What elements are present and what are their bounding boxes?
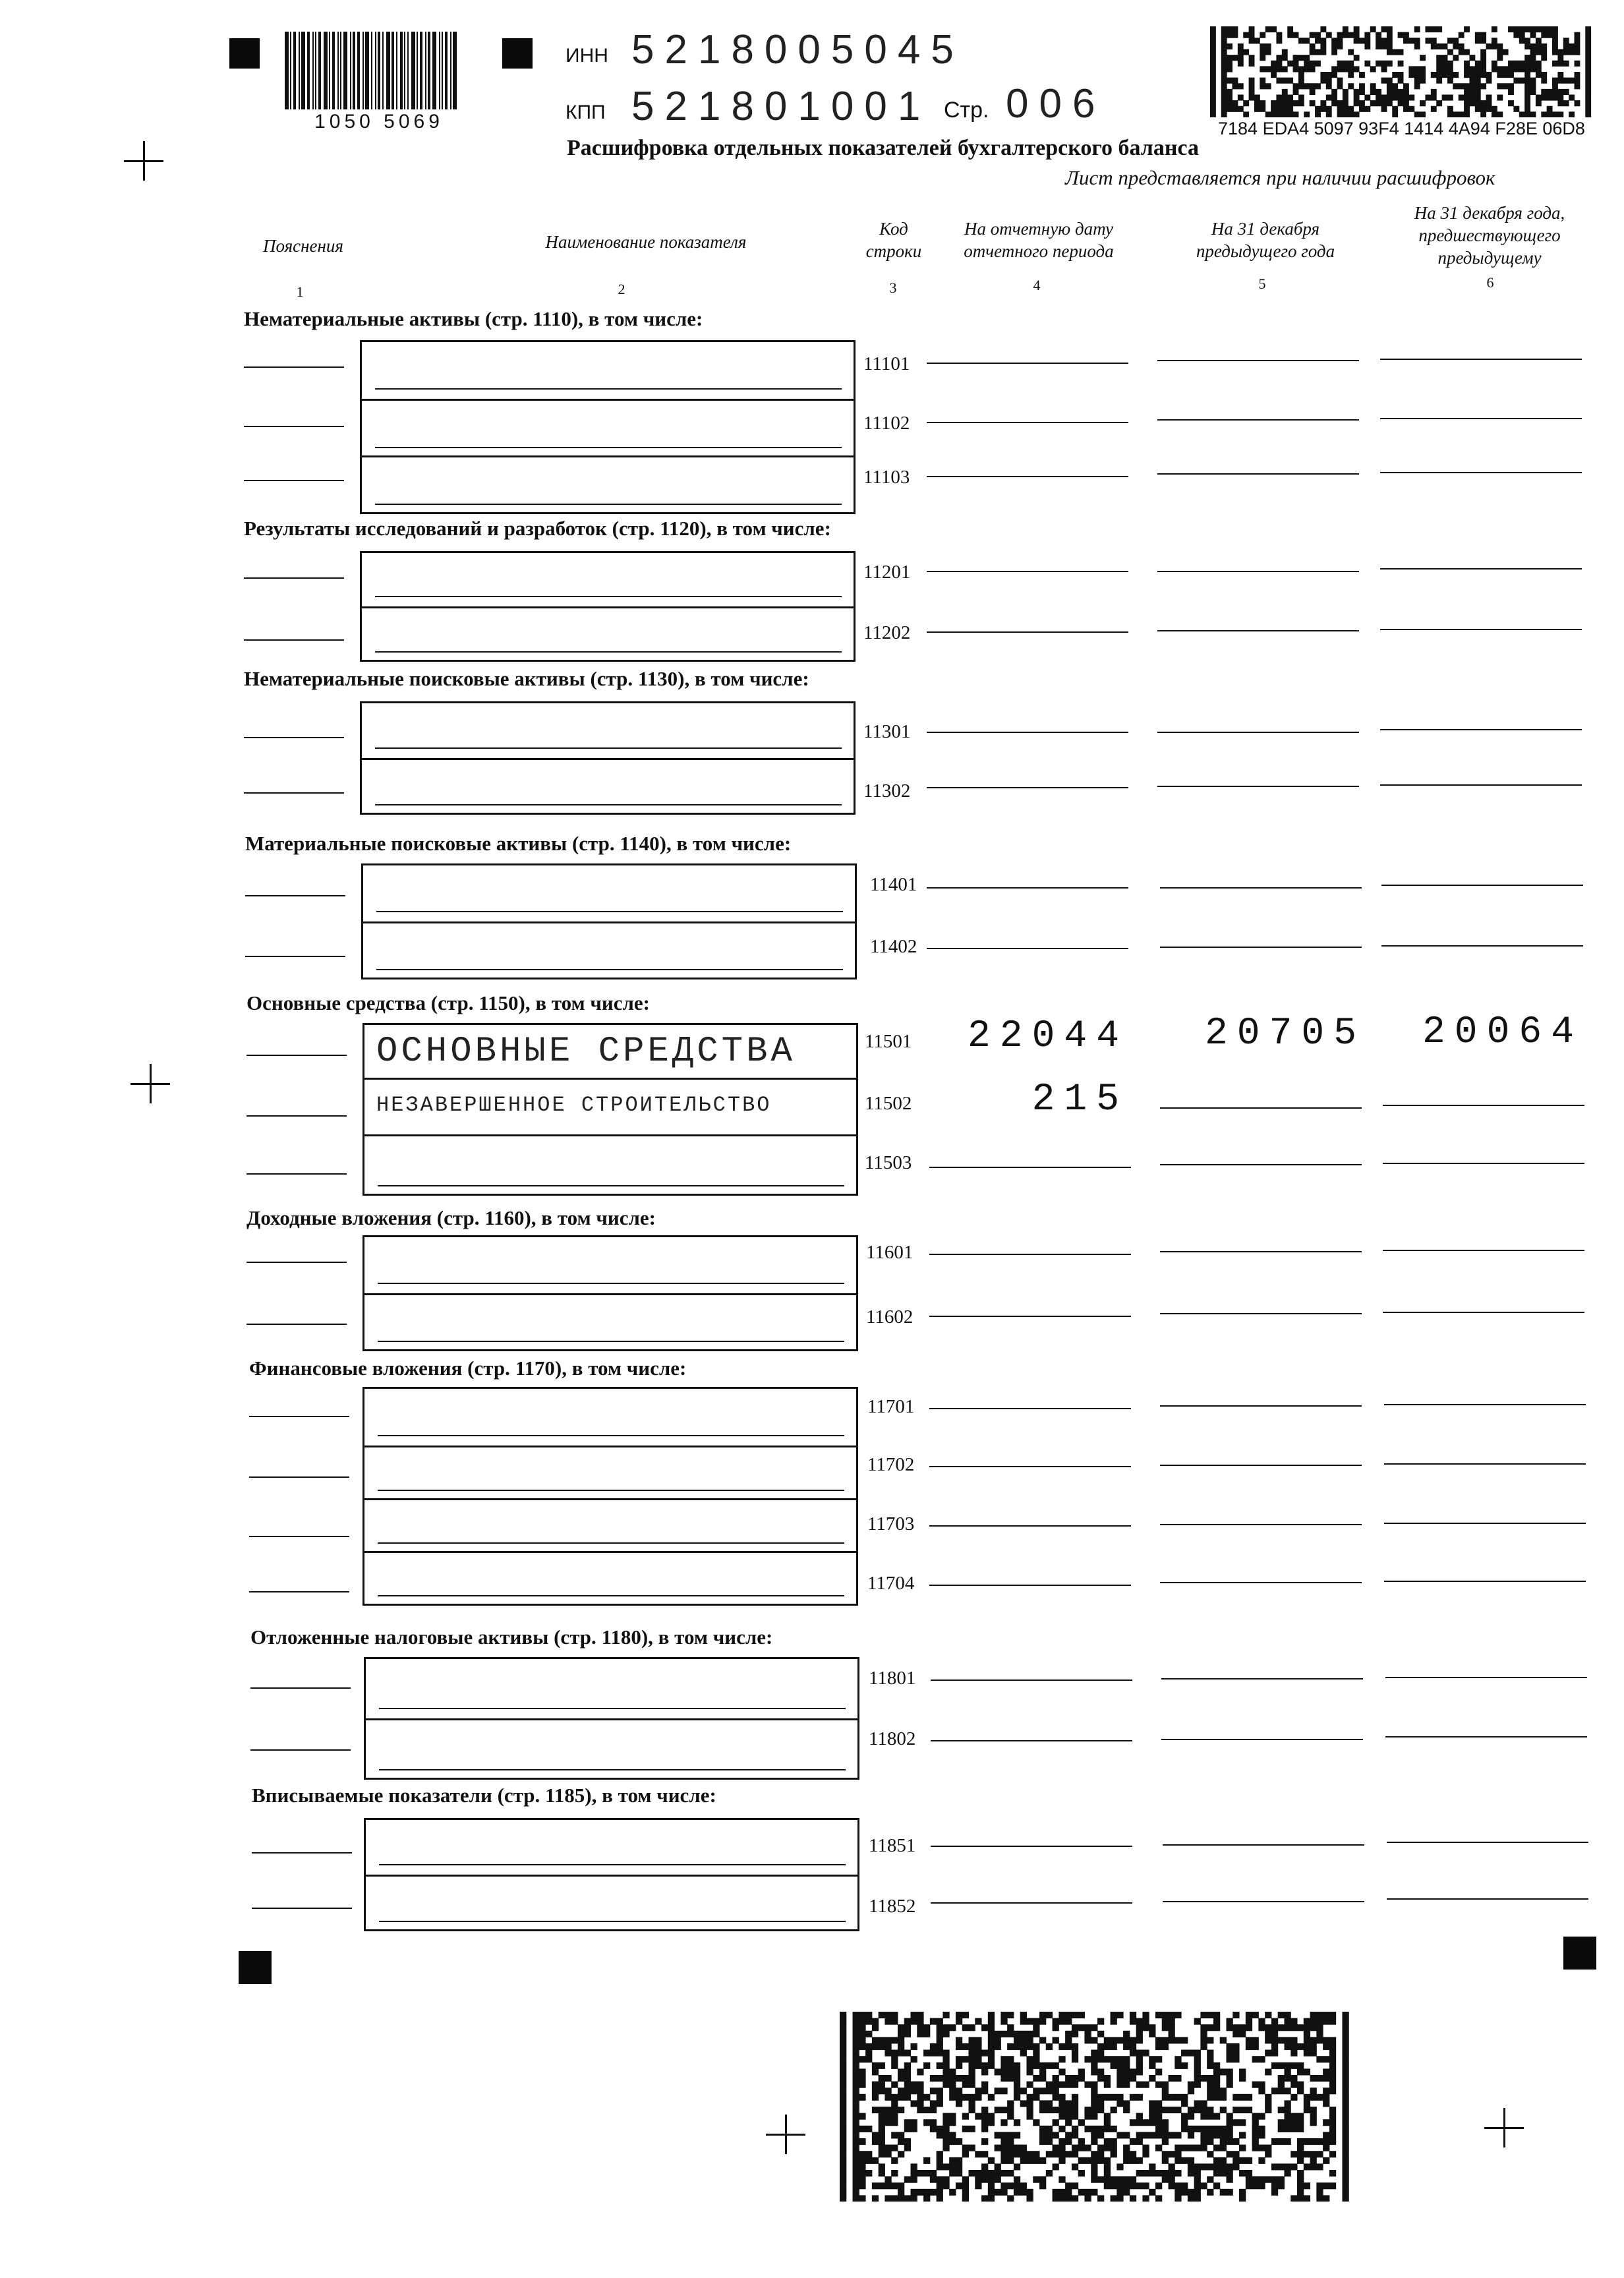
registration-cross-bottom-center — [766, 2115, 805, 2154]
row-code: 11602 — [866, 1306, 914, 1328]
value-line-col6[interactable] — [1380, 568, 1582, 570]
indicator-row — [363, 921, 855, 979]
value-11502-col4[interactable]: 215 — [1031, 1078, 1128, 1121]
value-line-col5[interactable] — [1157, 419, 1359, 421]
page-note: Лист представляется при наличии расшифровок — [1065, 166, 1495, 189]
explanation-line[interactable] — [250, 1687, 351, 1689]
col-header-4: На отчетную дату отчетного периода — [964, 219, 1114, 261]
indicator-row — [364, 1134, 856, 1196]
explanation-line[interactable] — [244, 737, 344, 738]
section-title-deferred-tax-assets: Отложенные налоговые активы (стр. 1180), в том числе: — [250, 1625, 773, 1649]
indicator-row — [366, 1875, 857, 1931]
indicator-row — [366, 1820, 857, 1875]
indicator-row — [364, 1389, 856, 1446]
row-code: 11401 — [870, 874, 917, 895]
barcode-bar — [371, 32, 372, 109]
value-line-col6[interactable] — [1385, 1677, 1587, 1678]
barcode-bar — [290, 32, 291, 109]
marker-square-top-center — [502, 38, 533, 69]
indicator-name[interactable]: НЕЗАВЕРШЕННОЕ СТРОИТЕЛЬСТВО — [376, 1093, 772, 1117]
value-line-col4[interactable] — [927, 422, 1128, 423]
value-line-col6[interactable] — [1380, 729, 1582, 730]
value-line-col4[interactable] — [931, 1902, 1132, 1904]
row-code: 11503 — [865, 1152, 912, 1173]
barcode-bar — [453, 32, 457, 109]
indicator-name-line[interactable] — [379, 1864, 846, 1865]
matrix-pattern — [1210, 26, 1596, 117]
indicator-box-tangible-exploration-assets — [361, 863, 857, 979]
registration-cross-left-top — [124, 141, 163, 181]
value-line-col5[interactable] — [1163, 1844, 1364, 1846]
value-line-col4[interactable] — [927, 476, 1128, 477]
row-code: 11301 — [863, 721, 911, 742]
indicator-name-line[interactable] — [378, 1490, 844, 1491]
value-line-col4[interactable] — [931, 1740, 1132, 1741]
value-line-col6[interactable] — [1380, 472, 1582, 473]
value-line-col6[interactable] — [1380, 359, 1582, 360]
value-line-col5[interactable] — [1160, 1524, 1362, 1525]
row-code: 11601 — [866, 1242, 914, 1263]
row-code: 11202 — [863, 622, 911, 643]
col-number-6: 6 — [1486, 274, 1494, 291]
col-number-3: 3 — [889, 279, 897, 296]
barcode-bar — [411, 32, 415, 109]
barcode-bar — [396, 32, 397, 109]
col-number-1: 1 — [296, 283, 304, 300]
indicator-row — [364, 1293, 856, 1351]
page-label: Стр. — [944, 98, 989, 123]
indicator-row — [364, 1237, 856, 1293]
value-line-col6[interactable] — [1383, 1105, 1584, 1106]
col-number-4: 4 — [1033, 277, 1041, 293]
value-line-col6[interactable] — [1384, 1404, 1586, 1405]
barcode-bar — [337, 32, 339, 109]
indicator-box-income-investments — [362, 1235, 858, 1351]
inn-label: ИНН — [566, 45, 608, 67]
col-header-1: Пояснения — [262, 236, 343, 256]
section-title-research-results: Результаты исследований и разработок (стр. 1120), в том числе: — [244, 517, 831, 540]
value-line-col4[interactable] — [929, 1466, 1131, 1467]
row-code: 11402 — [870, 936, 917, 957]
indicator-name-line[interactable] — [375, 447, 842, 448]
indicator-row — [362, 455, 854, 514]
explanation-line[interactable] — [246, 1173, 347, 1175]
value-line-col6[interactable] — [1383, 1163, 1584, 1164]
explanation-line[interactable] — [244, 577, 344, 579]
value-line-col4[interactable] — [927, 948, 1128, 949]
barcode-bar — [362, 32, 364, 109]
value-line-col6[interactable] — [1387, 1842, 1588, 1843]
value-line-col5[interactable] — [1157, 732, 1359, 733]
indicator-name[interactable]: ОСНОВНЫЕ СРЕДСТВА — [376, 1032, 796, 1072]
indicator-box-intangible-assets — [360, 340, 856, 514]
row-code: 11103 — [863, 467, 910, 488]
barcode-bar — [428, 32, 430, 109]
value-line-col5[interactable] — [1160, 1313, 1362, 1314]
barcode-bar — [445, 32, 448, 109]
indicator-row — [366, 1659, 857, 1718]
row-code: 11852 — [869, 1896, 916, 1917]
linear-barcode-top-left — [285, 32, 464, 109]
barcode-bar — [307, 32, 310, 109]
barcode-bar — [407, 32, 409, 109]
section-title-tangible-exploration-assets: Материальные поисковые активы (стр. 1140), в том числе: — [245, 832, 792, 855]
value-line-col4[interactable] — [931, 1846, 1132, 1847]
barcode-bar — [400, 32, 403, 109]
indicator-name-line[interactable] — [379, 1769, 846, 1770]
value-line-col5[interactable] — [1160, 887, 1362, 889]
explanation-line[interactable] — [249, 1536, 349, 1537]
indicator-row — [362, 606, 854, 662]
indicator-name-line[interactable] — [375, 747, 842, 749]
value-line-col5[interactable] — [1157, 630, 1359, 631]
matrix-barcode-bottom — [840, 2012, 1355, 2202]
barcode-bar — [324, 32, 328, 109]
value-line-col6[interactable] — [1380, 629, 1582, 630]
value-line-col4[interactable] — [927, 732, 1128, 733]
value-line-col5[interactable] — [1160, 1582, 1362, 1583]
col-header-3: Код строки — [865, 219, 922, 261]
indicator-name-line[interactable] — [378, 1542, 844, 1544]
indicator-row — [362, 342, 854, 399]
indicator-name-line[interactable] — [376, 911, 843, 912]
barcode-bar — [353, 32, 355, 109]
matrix-barcode-top-right — [1210, 26, 1596, 117]
value-line-col5[interactable] — [1160, 1164, 1362, 1165]
explanation-line[interactable] — [249, 1416, 349, 1417]
registration-cross-bottom-right — [1484, 2108, 1524, 2147]
document-hash: 7184 EDA4 5097 93F4 1414 4A94 F28E 06D8 — [1218, 119, 1585, 138]
indicator-name-line[interactable] — [378, 1185, 844, 1186]
kpp-value: 521801001 — [631, 84, 931, 129]
indicator-row — [362, 758, 854, 815]
explanation-line[interactable] — [246, 1055, 347, 1056]
value-line-col4[interactable] — [927, 787, 1128, 788]
explanation-line[interactable] — [252, 1852, 352, 1854]
value-line-col4[interactable] — [927, 887, 1128, 889]
value-line-col5[interactable] — [1160, 947, 1362, 948]
explanation-line[interactable] — [252, 1908, 352, 1909]
value-line-col4[interactable] — [927, 571, 1128, 572]
explanation-line[interactable] — [246, 1115, 347, 1117]
explanation-line[interactable] — [245, 895, 345, 896]
barcode-bar — [343, 32, 347, 109]
matrix-pattern — [840, 2012, 1355, 2202]
page-value: 006 — [1006, 81, 1106, 127]
barcode-bar — [315, 32, 316, 109]
barcode-bar — [299, 32, 300, 109]
value-line-col4[interactable] — [929, 1585, 1131, 1586]
explanation-line[interactable] — [244, 792, 344, 794]
value-line-col6[interactable] — [1383, 1312, 1584, 1313]
barcode-bar — [417, 32, 418, 109]
indicator-row — [362, 399, 854, 457]
explanation-line[interactable] — [244, 639, 344, 641]
value-line-col6[interactable] — [1381, 945, 1583, 947]
indicator-name-line[interactable] — [375, 504, 842, 505]
indicator-name-line[interactable] — [375, 596, 842, 597]
value-line-col6[interactable] — [1387, 1898, 1588, 1900]
value-line-col4[interactable] — [927, 363, 1128, 364]
explanation-line[interactable] — [249, 1476, 349, 1478]
row-code: 11501 — [865, 1031, 912, 1052]
barcode-bar — [442, 32, 443, 109]
barcode-bar — [301, 32, 305, 109]
section-title-insertable-indicators: Вписываемые показатели (стр. 1185), в том числе: — [252, 1784, 716, 1807]
section-title-fixed-assets: Основные средства (стр. 1150), в том числе: — [246, 991, 650, 1014]
explanation-line[interactable] — [249, 1591, 349, 1592]
value-line-col4[interactable] — [931, 1679, 1132, 1681]
value-line-col4[interactable] — [929, 1525, 1131, 1527]
indicator-box-intangible-exploration-assets — [360, 701, 856, 815]
indicator-row — [362, 553, 854, 606]
value-line-col5[interactable] — [1161, 1739, 1363, 1740]
barcode-bar — [329, 32, 330, 109]
value-line-col6[interactable] — [1383, 1250, 1584, 1251]
value-line-col6[interactable] — [1384, 1581, 1586, 1582]
indicator-row — [364, 1498, 856, 1553]
indicator-name-line[interactable] — [378, 1283, 844, 1284]
value-line-col4[interactable] — [929, 1316, 1131, 1317]
barcode-bar — [340, 32, 341, 109]
explanation-line[interactable] — [246, 1324, 347, 1325]
value-11501-col5[interactable]: 20705 — [1204, 1012, 1366, 1055]
value-line-col4[interactable] — [927, 631, 1128, 633]
kpp-label: КПП — [566, 102, 606, 123]
value-line-col5[interactable] — [1157, 360, 1359, 361]
indicator-row — [364, 1078, 856, 1136]
indicator-name-line[interactable] — [375, 804, 842, 805]
value-line-col6[interactable] — [1385, 1736, 1587, 1738]
barcode-bar — [432, 32, 436, 109]
value-line-col5[interactable] — [1160, 1405, 1362, 1407]
barcode-bar — [365, 32, 369, 109]
barcode-bar — [439, 32, 440, 109]
section-title-intangible-assets: Нематериальные активы (стр. 1110), в том числе: — [244, 307, 703, 330]
row-code: 11101 — [863, 353, 910, 374]
value-line-col5[interactable] — [1160, 1251, 1362, 1252]
marker-square-bottom-right — [1563, 1937, 1596, 1970]
indicator-name-line[interactable] — [378, 1435, 844, 1436]
col-header-5: На 31 декабря предыдущего года — [1196, 219, 1335, 261]
indicator-row — [364, 1551, 856, 1606]
barcode-number: 1050 5069 — [314, 111, 444, 132]
value-line-col5[interactable] — [1157, 473, 1359, 475]
value-line-col4[interactable] — [929, 1408, 1131, 1409]
registration-cross-left-middle — [130, 1064, 170, 1103]
value-line-col6[interactable] — [1380, 418, 1582, 419]
marker-square-bottom-left — [239, 1951, 272, 1984]
value-line-col5[interactable] — [1157, 571, 1359, 572]
row-code: 11703 — [867, 1513, 915, 1534]
barcode-bar — [386, 32, 390, 109]
row-code: 11851 — [869, 1835, 916, 1856]
row-code: 11201 — [863, 562, 911, 583]
indicator-box-fixed-assets — [362, 1023, 858, 1196]
value-line-col6[interactable] — [1380, 784, 1582, 786]
row-code: 11704 — [867, 1573, 915, 1594]
section-title-income-investments: Доходные вложения (стр. 1160), в том числе: — [246, 1206, 656, 1229]
barcode-bar — [357, 32, 360, 109]
barcode-bar — [293, 32, 296, 109]
inn-value: 5218005045 — [631, 27, 964, 73]
value-line-col4[interactable] — [929, 1254, 1131, 1255]
value-line-col5[interactable] — [1161, 1678, 1363, 1679]
row-code: 11802 — [869, 1728, 916, 1749]
row-code: 11702 — [867, 1454, 915, 1475]
indicator-box-financial-investments — [362, 1387, 858, 1606]
row-code: 11102 — [863, 413, 910, 434]
explanation-line[interactable] — [246, 1262, 347, 1263]
col-number-2: 2 — [618, 281, 625, 297]
indicator-row — [364, 1446, 856, 1500]
col-header-6: На 31 декабря года, предшествующего предыдущему — [1414, 203, 1565, 268]
row-code: 11701 — [867, 1396, 915, 1417]
barcode-bar — [450, 32, 451, 109]
value-11501-col4[interactable]: 22044 — [967, 1015, 1128, 1058]
barcode-bar — [332, 32, 335, 109]
value-line-col5[interactable] — [1160, 1107, 1362, 1109]
barcode-bar — [375, 32, 376, 109]
col-number-5: 5 — [1258, 276, 1266, 292]
row-code: 11502 — [865, 1093, 912, 1114]
indicator-row — [364, 1025, 856, 1078]
barcode-bar — [420, 32, 422, 109]
col-header-2: Наименование показателя — [545, 232, 747, 252]
section-title-financial-investments: Финансовые вложения (стр. 1170), в том числе: — [249, 1357, 687, 1380]
section-title-intangible-exploration-assets: Нематериальные поисковые активы (стр. 1130), в том числе: — [244, 667, 809, 690]
indicator-row — [363, 865, 855, 921]
explanation-line[interactable] — [244, 480, 344, 481]
barcode-bar — [378, 32, 380, 109]
barcode-bar — [312, 32, 314, 109]
explanation-line[interactable] — [244, 366, 344, 368]
value-line-col6[interactable] — [1381, 885, 1583, 886]
barcode-bar — [382, 32, 384, 109]
indicator-row — [362, 703, 854, 758]
explanation-line[interactable] — [250, 1749, 351, 1751]
value-line-col6[interactable] — [1384, 1463, 1586, 1465]
indicator-name-line[interactable] — [378, 1341, 844, 1342]
indicator-name-line[interactable] — [376, 969, 843, 970]
barcode-bar — [285, 32, 289, 109]
barcode-bar — [392, 32, 394, 109]
indicator-name-line[interactable] — [375, 388, 842, 390]
value-line-col5[interactable] — [1157, 786, 1359, 787]
indicator-name-line[interactable] — [375, 651, 842, 653]
value-11501-col6[interactable]: 20064 — [1422, 1011, 1583, 1054]
value-line-col6[interactable] — [1384, 1523, 1586, 1524]
barcode-bar — [425, 32, 426, 109]
indicator-name-line[interactable] — [379, 1708, 846, 1709]
barcode-bar — [350, 32, 351, 109]
row-code: 11302 — [863, 780, 911, 802]
indicator-box-research-results — [360, 551, 856, 662]
barcode-bar — [318, 32, 321, 109]
explanation-line[interactable] — [245, 956, 345, 957]
value-line-col5[interactable] — [1160, 1465, 1362, 1466]
explanation-line[interactable] — [244, 426, 344, 427]
indicator-row — [366, 1718, 857, 1780]
indicator-name-line[interactable] — [378, 1595, 844, 1596]
indicator-name-line[interactable] — [379, 1921, 846, 1922]
row-code: 11801 — [869, 1668, 916, 1689]
value-line-col5[interactable] — [1163, 1901, 1364, 1902]
indicator-box-deferred-tax-assets — [364, 1657, 859, 1780]
page-title: Расшифровка отдельных показателей бухгалтерского баланса — [567, 136, 1199, 160]
value-line-col4[interactable] — [929, 1167, 1131, 1168]
indicator-box-insertable-indicators — [364, 1818, 859, 1931]
barcode-bar — [404, 32, 405, 109]
marker-square-top-left — [229, 38, 260, 69]
